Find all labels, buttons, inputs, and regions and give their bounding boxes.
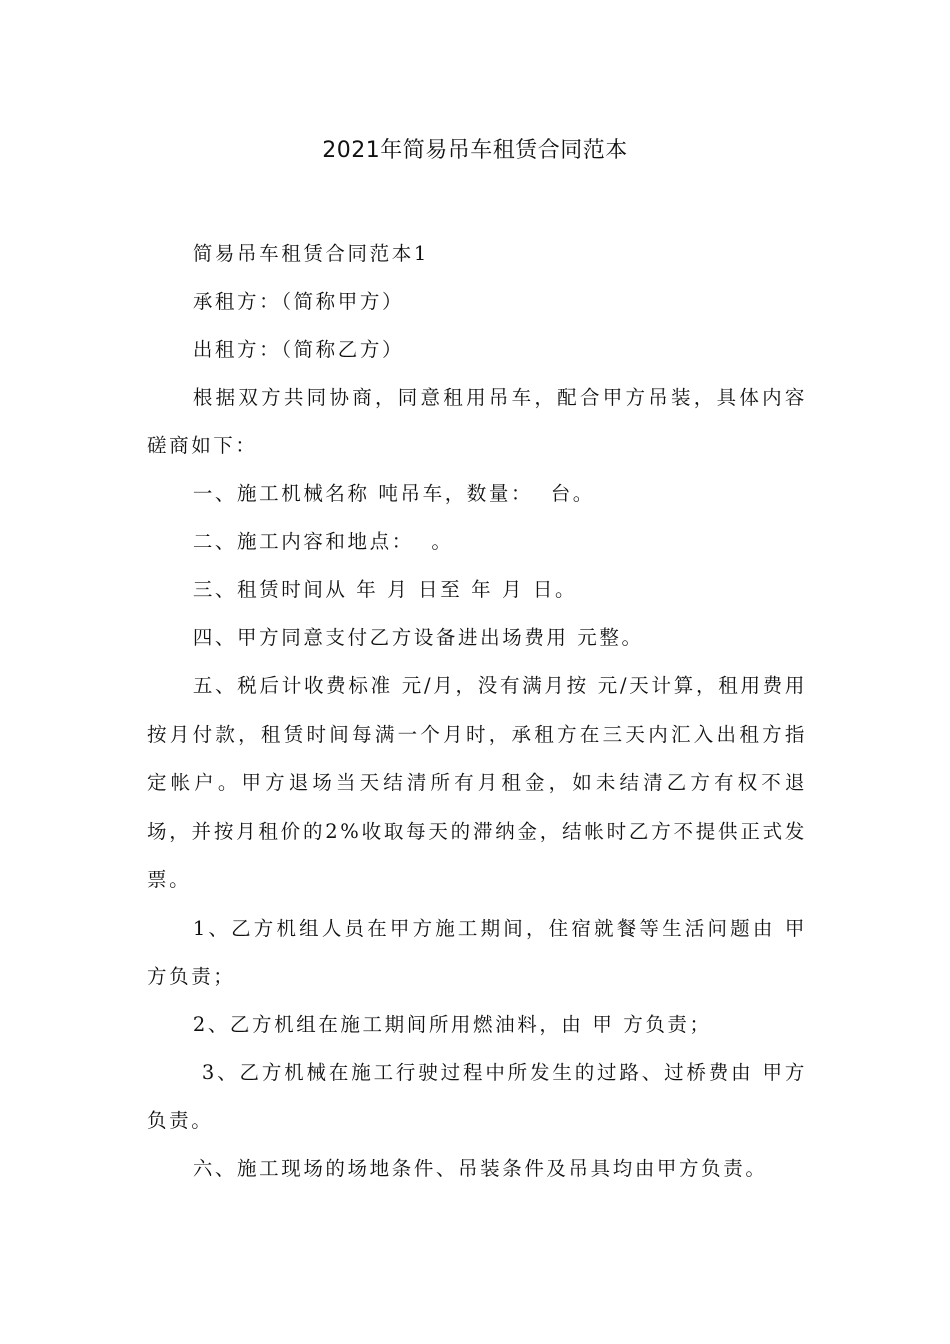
sub-clause-3-tolls: 3、乙方机械在施工行驶过程中所发生的过路、过桥费由 甲方负责。	[147, 1060, 807, 1132]
clause-4-entry-fee: 四、甲方同意支付乙方设备进出场费用 元整。	[192, 626, 644, 649]
lessor-line: 出租方：（简称乙方）	[192, 338, 405, 361]
clause-6-site-conditions: 六、施工现场的场地条件、吊装条件及吊具均由甲方负责。	[192, 1156, 768, 1180]
clause-2-location: 二、施工内容和地点： 。	[192, 530, 454, 553]
clause-1-machinery: 一、施工机械名称 吨吊车，数量： 台。	[192, 482, 595, 505]
sub-clause-2-fuel: 2、乙方机组在施工期间所用燃油料，由 甲 方负责；	[192, 1012, 712, 1036]
contract-subtitle: 简易吊车租赁合同范本1	[192, 242, 429, 265]
lessee-line: 承租方：（简称甲方）	[192, 290, 405, 313]
clause-5-charges: 五、税后计收费标准 元/月，没有满月按 元/天计算，租用费用按月付款，租赁时间每满一个月时，承租方在三天内汇入出租方指定帐户。甲方退场当天结清所有月租金，如未结清乙方有权不退场，并按月租价的2%收取每天的滞纳金，结帐时乙方不提供正式发票。	[147, 674, 807, 891]
document-body	[147, 230, 807, 1193]
sub-clause-1-lodging: 1、乙方机组人员在甲方施工期间，住宿就餐等生活问题由 甲方负责；	[147, 916, 807, 988]
clause-3-period: 三、租赁时间从 年 月 日至 年 月 日。	[192, 578, 578, 601]
preamble-paragraph: 根据双方共同协商，同意租用吊车，配合甲方吊装，具体内容磋商如下：	[147, 386, 807, 457]
document-title: 2021年简易吊车租赁合同范本	[322, 138, 628, 163]
